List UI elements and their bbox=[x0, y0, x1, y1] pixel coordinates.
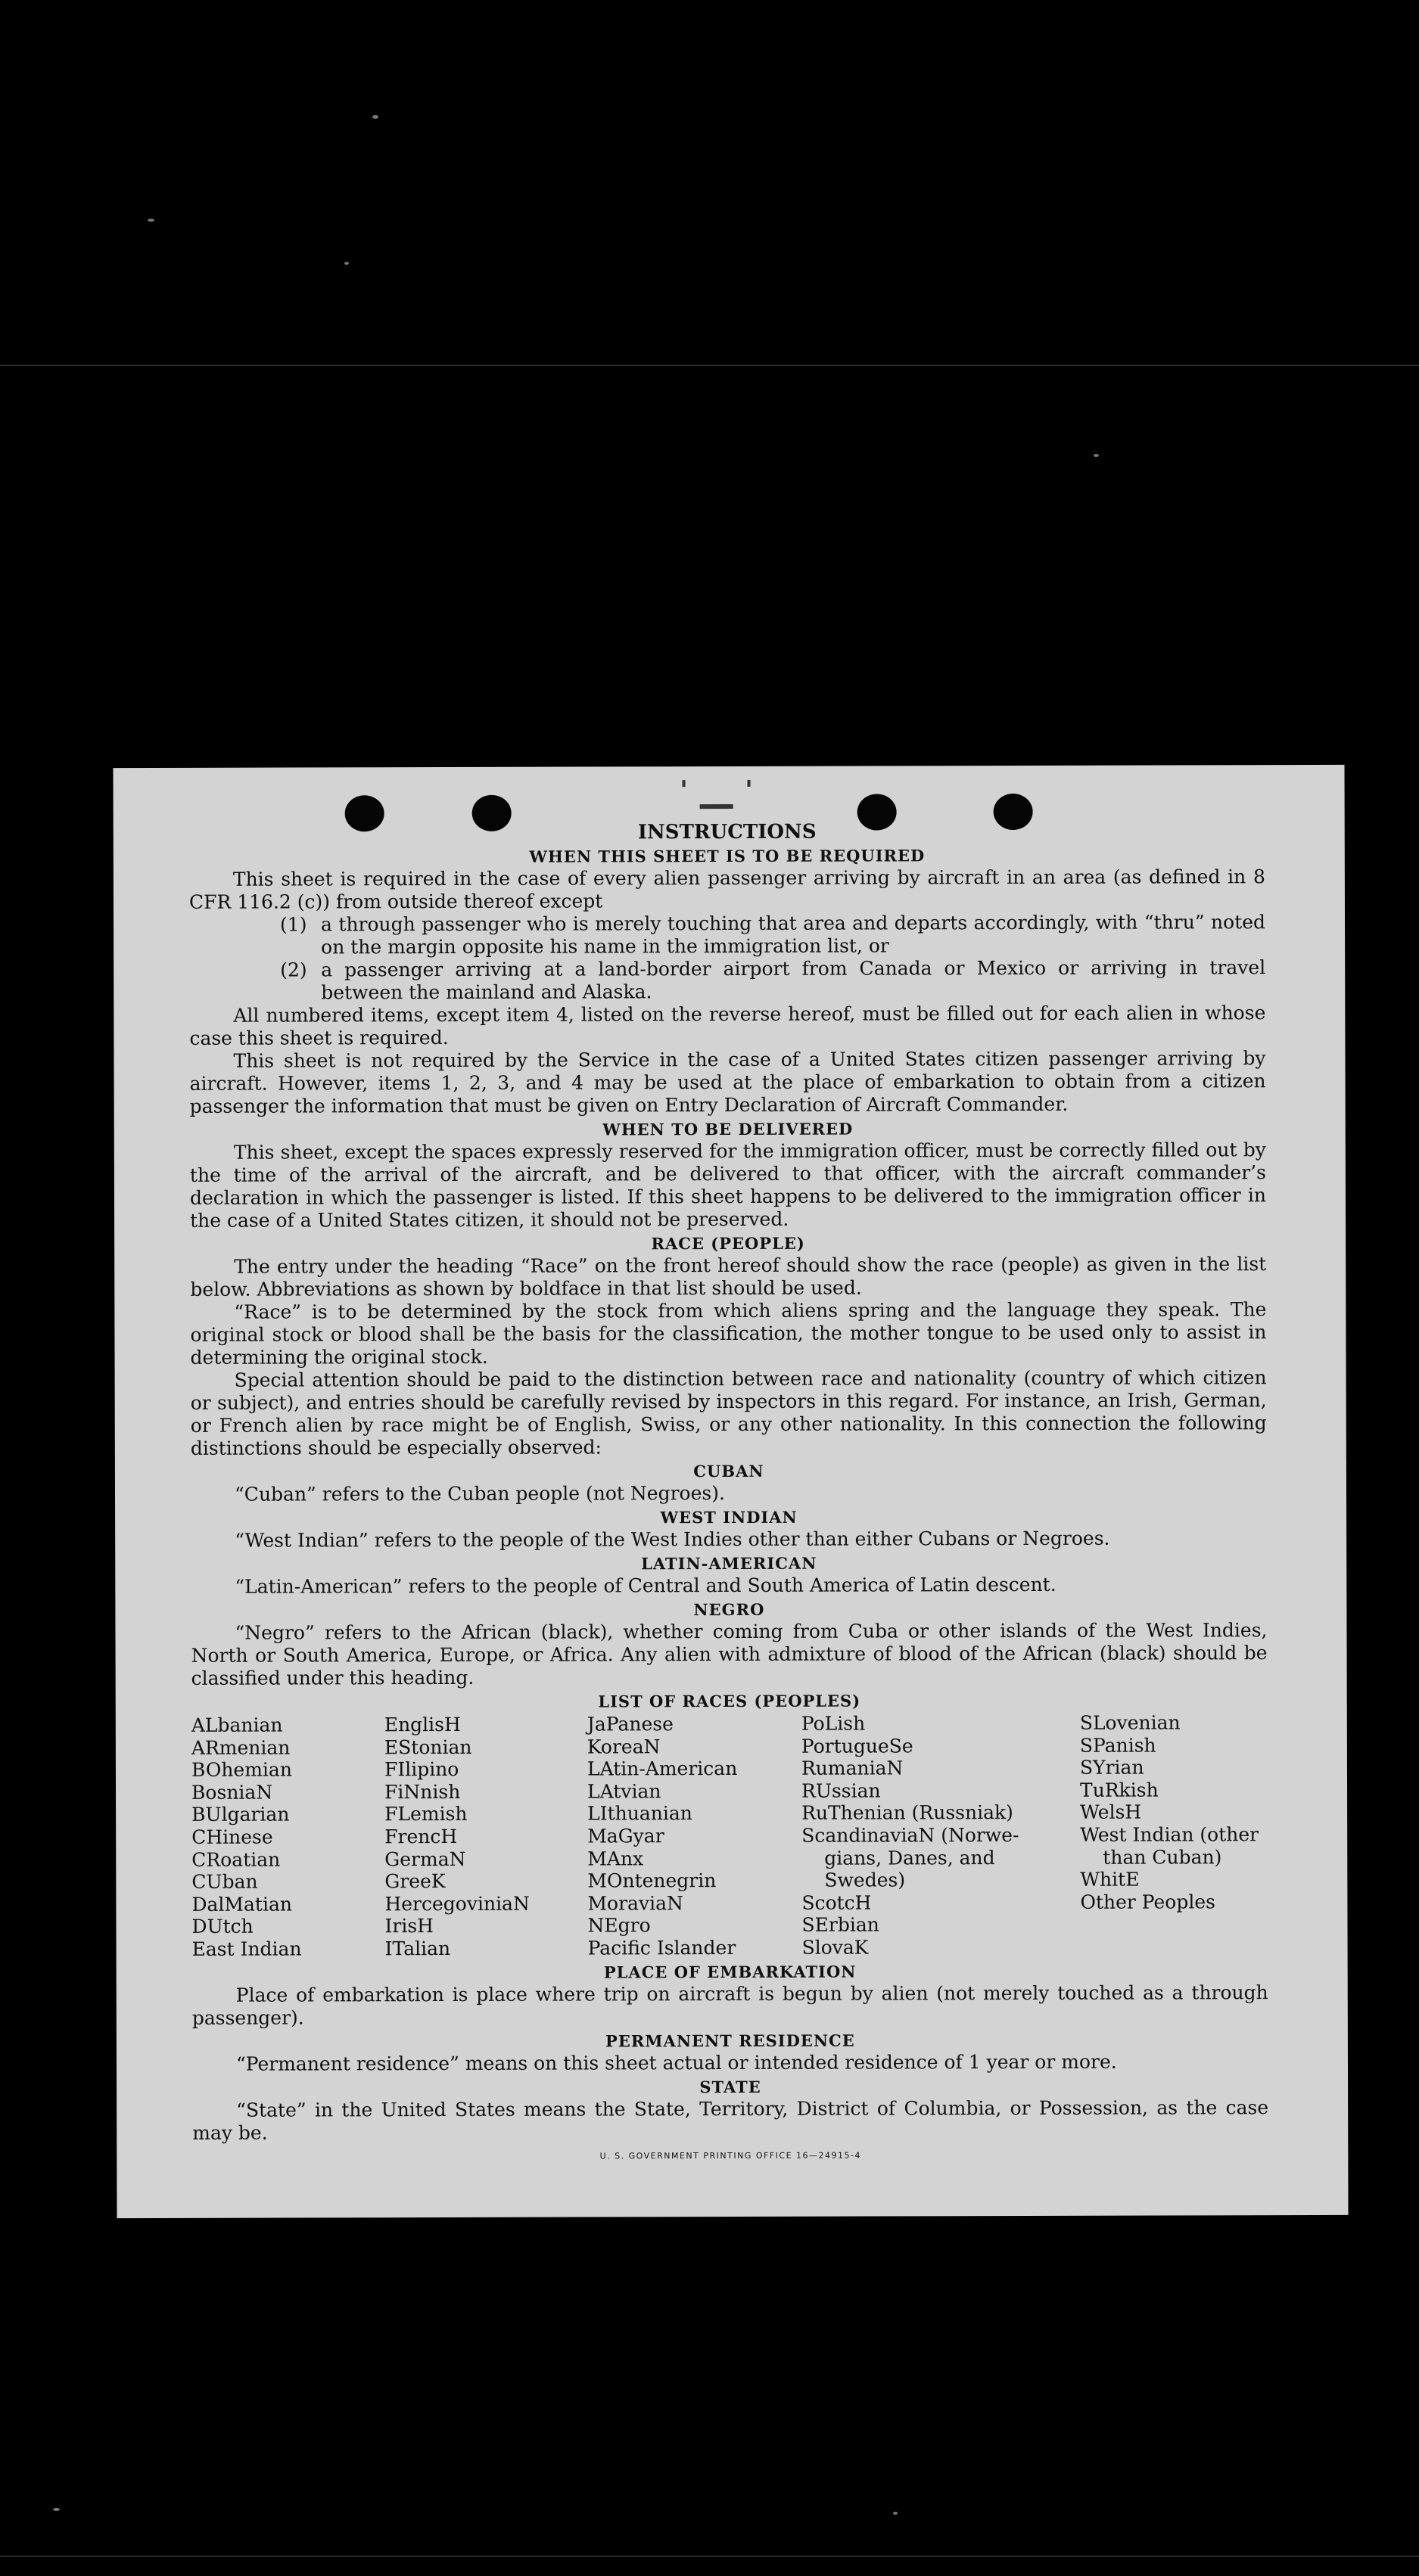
race-entry: BOhemian bbox=[191, 1758, 292, 1782]
film-speck bbox=[148, 219, 154, 222]
scan-mark bbox=[683, 780, 686, 787]
paragraph: This sheet is not required by the Service in the case of a United States citizen passenger arriving by aircraft. However, items 1, 2, 3, and 4 may be used at the place of embarkation to obtain from a citizen passenger the information that must be given on Entry Declaration of Aircraft Commander. bbox=[189, 1047, 1266, 1117]
races-column bbox=[801, 1712, 1081, 1959]
race-entry: BUlgarian bbox=[191, 1803, 290, 1826]
race-entry: Pacific Islander bbox=[587, 1936, 736, 1959]
race-entry: LAtin-American bbox=[587, 1757, 738, 1780]
race-entry: FIlipino bbox=[384, 1758, 459, 1781]
race-entry: WelsH bbox=[1080, 1801, 1142, 1824]
race-entry: Other Peoples bbox=[1080, 1891, 1215, 1913]
race-entry: CRoatian bbox=[191, 1848, 281, 1871]
race-entry: ALbanian bbox=[191, 1714, 283, 1736]
race-entry: MaGyar bbox=[587, 1825, 664, 1847]
race-entry: HercegoviniaN bbox=[384, 1892, 530, 1915]
paragraph: All numbered items, except item 4, listed on the reverse hereof, must be filled out for each alien in whose case this sheet is required. bbox=[189, 1002, 1266, 1049]
race-entry: DalMatian bbox=[191, 1893, 292, 1916]
paragraph: “Race” is to be determined by the stock from which aliens spring and the language they speak. The original stock or blood shall be the basis for the classification, the mother tongue to be used only to assist in determining the original stock. bbox=[190, 1298, 1267, 1369]
race-entry: ScandinaviaN (Norwe- bbox=[801, 1823, 1019, 1847]
paragraph: This sheet is required in the case of every alien passenger arriving by aircraft in an area (as defined in 8 CFR 116.2 (c)) from outside thereof except bbox=[188, 865, 1265, 913]
exception-number: (1) bbox=[279, 913, 307, 936]
race-entry: CUban bbox=[191, 1870, 258, 1894]
race-entry: DUtch bbox=[191, 1915, 254, 1938]
scan-mark bbox=[700, 804, 733, 809]
race-entry: SPanish bbox=[1079, 1734, 1156, 1757]
negro-heading: NEGRO bbox=[693, 1599, 765, 1620]
exception-number: (2) bbox=[280, 959, 307, 981]
scan-mark bbox=[748, 780, 751, 787]
race-entry: GreeK bbox=[384, 1870, 446, 1893]
document-title: INSTRUCTIONS bbox=[637, 820, 817, 844]
race-entry: NEgro bbox=[587, 1914, 651, 1937]
paragraph: This sheet, except the spaces expressly reserved for the immigration officer, must be correctly filled out by the time of the arrival of the aircraft, and be delivered to that officer, with the aircraft commander’s declaration in which the passenger is listed. If this sheet happens to be delivered to the immigration officer in the case of a United States citizen, it should not be preserved. bbox=[189, 1139, 1267, 1232]
race-entry: EnglisH bbox=[384, 1713, 461, 1736]
race-entry: SErbian bbox=[801, 1913, 879, 1937]
race-entry: West Indian (other bbox=[1080, 1823, 1259, 1846]
races-column bbox=[191, 1714, 385, 1960]
race-entry: RumaniaN bbox=[801, 1757, 904, 1779]
race-entry: gians, Danes, and bbox=[824, 1846, 995, 1869]
state-heading: STATE bbox=[699, 2077, 761, 2096]
races-column bbox=[587, 1713, 802, 1959]
paragraph: “Permanent residence” means on this sheet actual or intended residence of 1 year or more. bbox=[235, 2050, 1117, 2075]
race-entry: East Indian bbox=[191, 1937, 302, 1960]
punch-hole bbox=[857, 794, 897, 830]
film-speck bbox=[372, 115, 378, 119]
race-entry: ITalian bbox=[384, 1937, 451, 1960]
race-entry: EStonian bbox=[384, 1735, 472, 1758]
film-speck bbox=[1094, 454, 1099, 457]
races-list-heading: LIST OF RACES (PEOPLES) bbox=[598, 1691, 861, 1711]
scan-line bbox=[0, 365, 1419, 366]
residence-heading: PERMANENT RESIDENCE bbox=[605, 2031, 855, 2050]
race-entry: MoraviaN bbox=[587, 1891, 683, 1915]
race-entry: WhitE bbox=[1080, 1868, 1140, 1891]
race-entry: MAnx bbox=[587, 1847, 644, 1870]
race-entry: RUssian bbox=[801, 1779, 881, 1802]
races-list bbox=[191, 1711, 1268, 1960]
paragraph: “West Indian” refers to the people of the West Indies other than either Cubans or Negroes. bbox=[235, 1527, 1110, 1552]
race-entry: BosniaN bbox=[191, 1781, 273, 1804]
exception-item bbox=[280, 956, 1265, 1004]
latin-american-heading: LATIN-AMERICAN bbox=[641, 1553, 817, 1574]
cuban-heading: CUBAN bbox=[693, 1461, 764, 1481]
races-column bbox=[384, 1713, 588, 1959]
race-entry: GermaN bbox=[384, 1847, 466, 1870]
race-entry: FrencH bbox=[384, 1825, 458, 1848]
section-heading-required: WHEN THIS SHEET IS TO BE REQUIRED bbox=[529, 846, 926, 866]
paragraph: The entry under the heading “Race” on the front hereof should show the race (people) as given in the list below. Abbreviations as shown by boldface in that list should be used. bbox=[190, 1253, 1267, 1300]
punch-hole bbox=[345, 795, 384, 831]
paragraph: “Negro” refers to the African (black), whether coming from Cuba or other islands of the West Indies, North or South America, Europe, or Africa. Any alien with admixture of blood of the African (black) should be classified under this heading. bbox=[191, 1619, 1268, 1689]
paragraph: “Cuban” refers to the Cuban people (not Negroes). bbox=[234, 1482, 725, 1506]
paragraph: “State” in the United States means the State, Territory, District of Columbia, or Possession, as the case may be. bbox=[192, 2096, 1269, 2144]
race-entry: CHinese bbox=[191, 1826, 273, 1848]
race-entry: Swedes) bbox=[824, 1869, 906, 1891]
paragraph: “Latin-American” refers to the people of Central and South America of Latin descent. bbox=[235, 1573, 1056, 1598]
section-heading-race: RACE (PEOPLE) bbox=[651, 1233, 805, 1254]
race-entry: ScotcH bbox=[801, 1891, 872, 1914]
race-entry: SLovenian bbox=[1079, 1711, 1181, 1734]
races-column bbox=[1080, 1711, 1268, 1958]
punch-hole bbox=[472, 795, 512, 831]
race-entry: SYrian bbox=[1079, 1756, 1144, 1779]
race-entry: PoLish bbox=[801, 1712, 866, 1735]
embarkation-heading: PLACE OF EMBARKATION bbox=[603, 1962, 857, 1981]
race-entry: RuThenian (Russniak) bbox=[801, 1801, 1013, 1825]
race-entry: TuRkish bbox=[1079, 1779, 1159, 1801]
race-entry: IrisH bbox=[384, 1915, 434, 1937]
section-heading-delivered: WHEN TO BE DELIVERED bbox=[602, 1119, 854, 1139]
race-entry: SlovaK bbox=[801, 1936, 869, 1959]
race-entry: ARmenian bbox=[191, 1736, 291, 1759]
race-entry: than Cuban) bbox=[1103, 1845, 1222, 1869]
exception-item bbox=[280, 911, 1265, 959]
race-entry: MOntenegrin bbox=[587, 1869, 717, 1892]
paragraph: Special attention should be paid to the distinction between race and nationality (country of which citizen or subject), and entries should be carefully revised by inspectors in this regard. For instance, an Irish, German, or French alien by race might be of English, Swiss, or any other nationality. In this connection the following distinctions should be especially observed: bbox=[190, 1366, 1267, 1459]
exception-text: a through passenger who is merely touching that area and departs accordingly, with “thru” noted on the margin opposite his name in the immigration list, or bbox=[320, 911, 1266, 959]
race-entry: KoreaN bbox=[587, 1735, 661, 1758]
west-indian-heading: WEST INDIAN bbox=[660, 1507, 798, 1527]
instruction-sheet bbox=[113, 765, 1348, 2218]
film-speck bbox=[344, 262, 349, 265]
race-entry: FiNnish bbox=[384, 1780, 461, 1803]
race-entry: LAtvian bbox=[587, 1780, 661, 1803]
race-entry: LIthuanian bbox=[587, 1802, 692, 1825]
exception-text: a passenger arriving at a land-border airport from Canada or Mexico or arriving in travel between the mainland and Alaska. bbox=[321, 956, 1266, 1004]
race-entry: JaPanese bbox=[587, 1713, 674, 1735]
printer-imprint: U. S. GOVERNMENT PRINTING OFFICE 16—24915-4 bbox=[599, 2150, 861, 2161]
film-speck bbox=[53, 2508, 60, 2511]
scan-line bbox=[0, 2556, 1419, 2557]
film-speck bbox=[893, 2512, 898, 2515]
race-entry: FLemish bbox=[384, 1803, 468, 1826]
paragraph: Place of embarkation is place where trip on aircraft is begun by alien (not merely touched as a through passenger). bbox=[191, 1981, 1268, 2029]
race-entry: PortugueSe bbox=[801, 1734, 913, 1757]
punch-hole bbox=[994, 794, 1033, 830]
